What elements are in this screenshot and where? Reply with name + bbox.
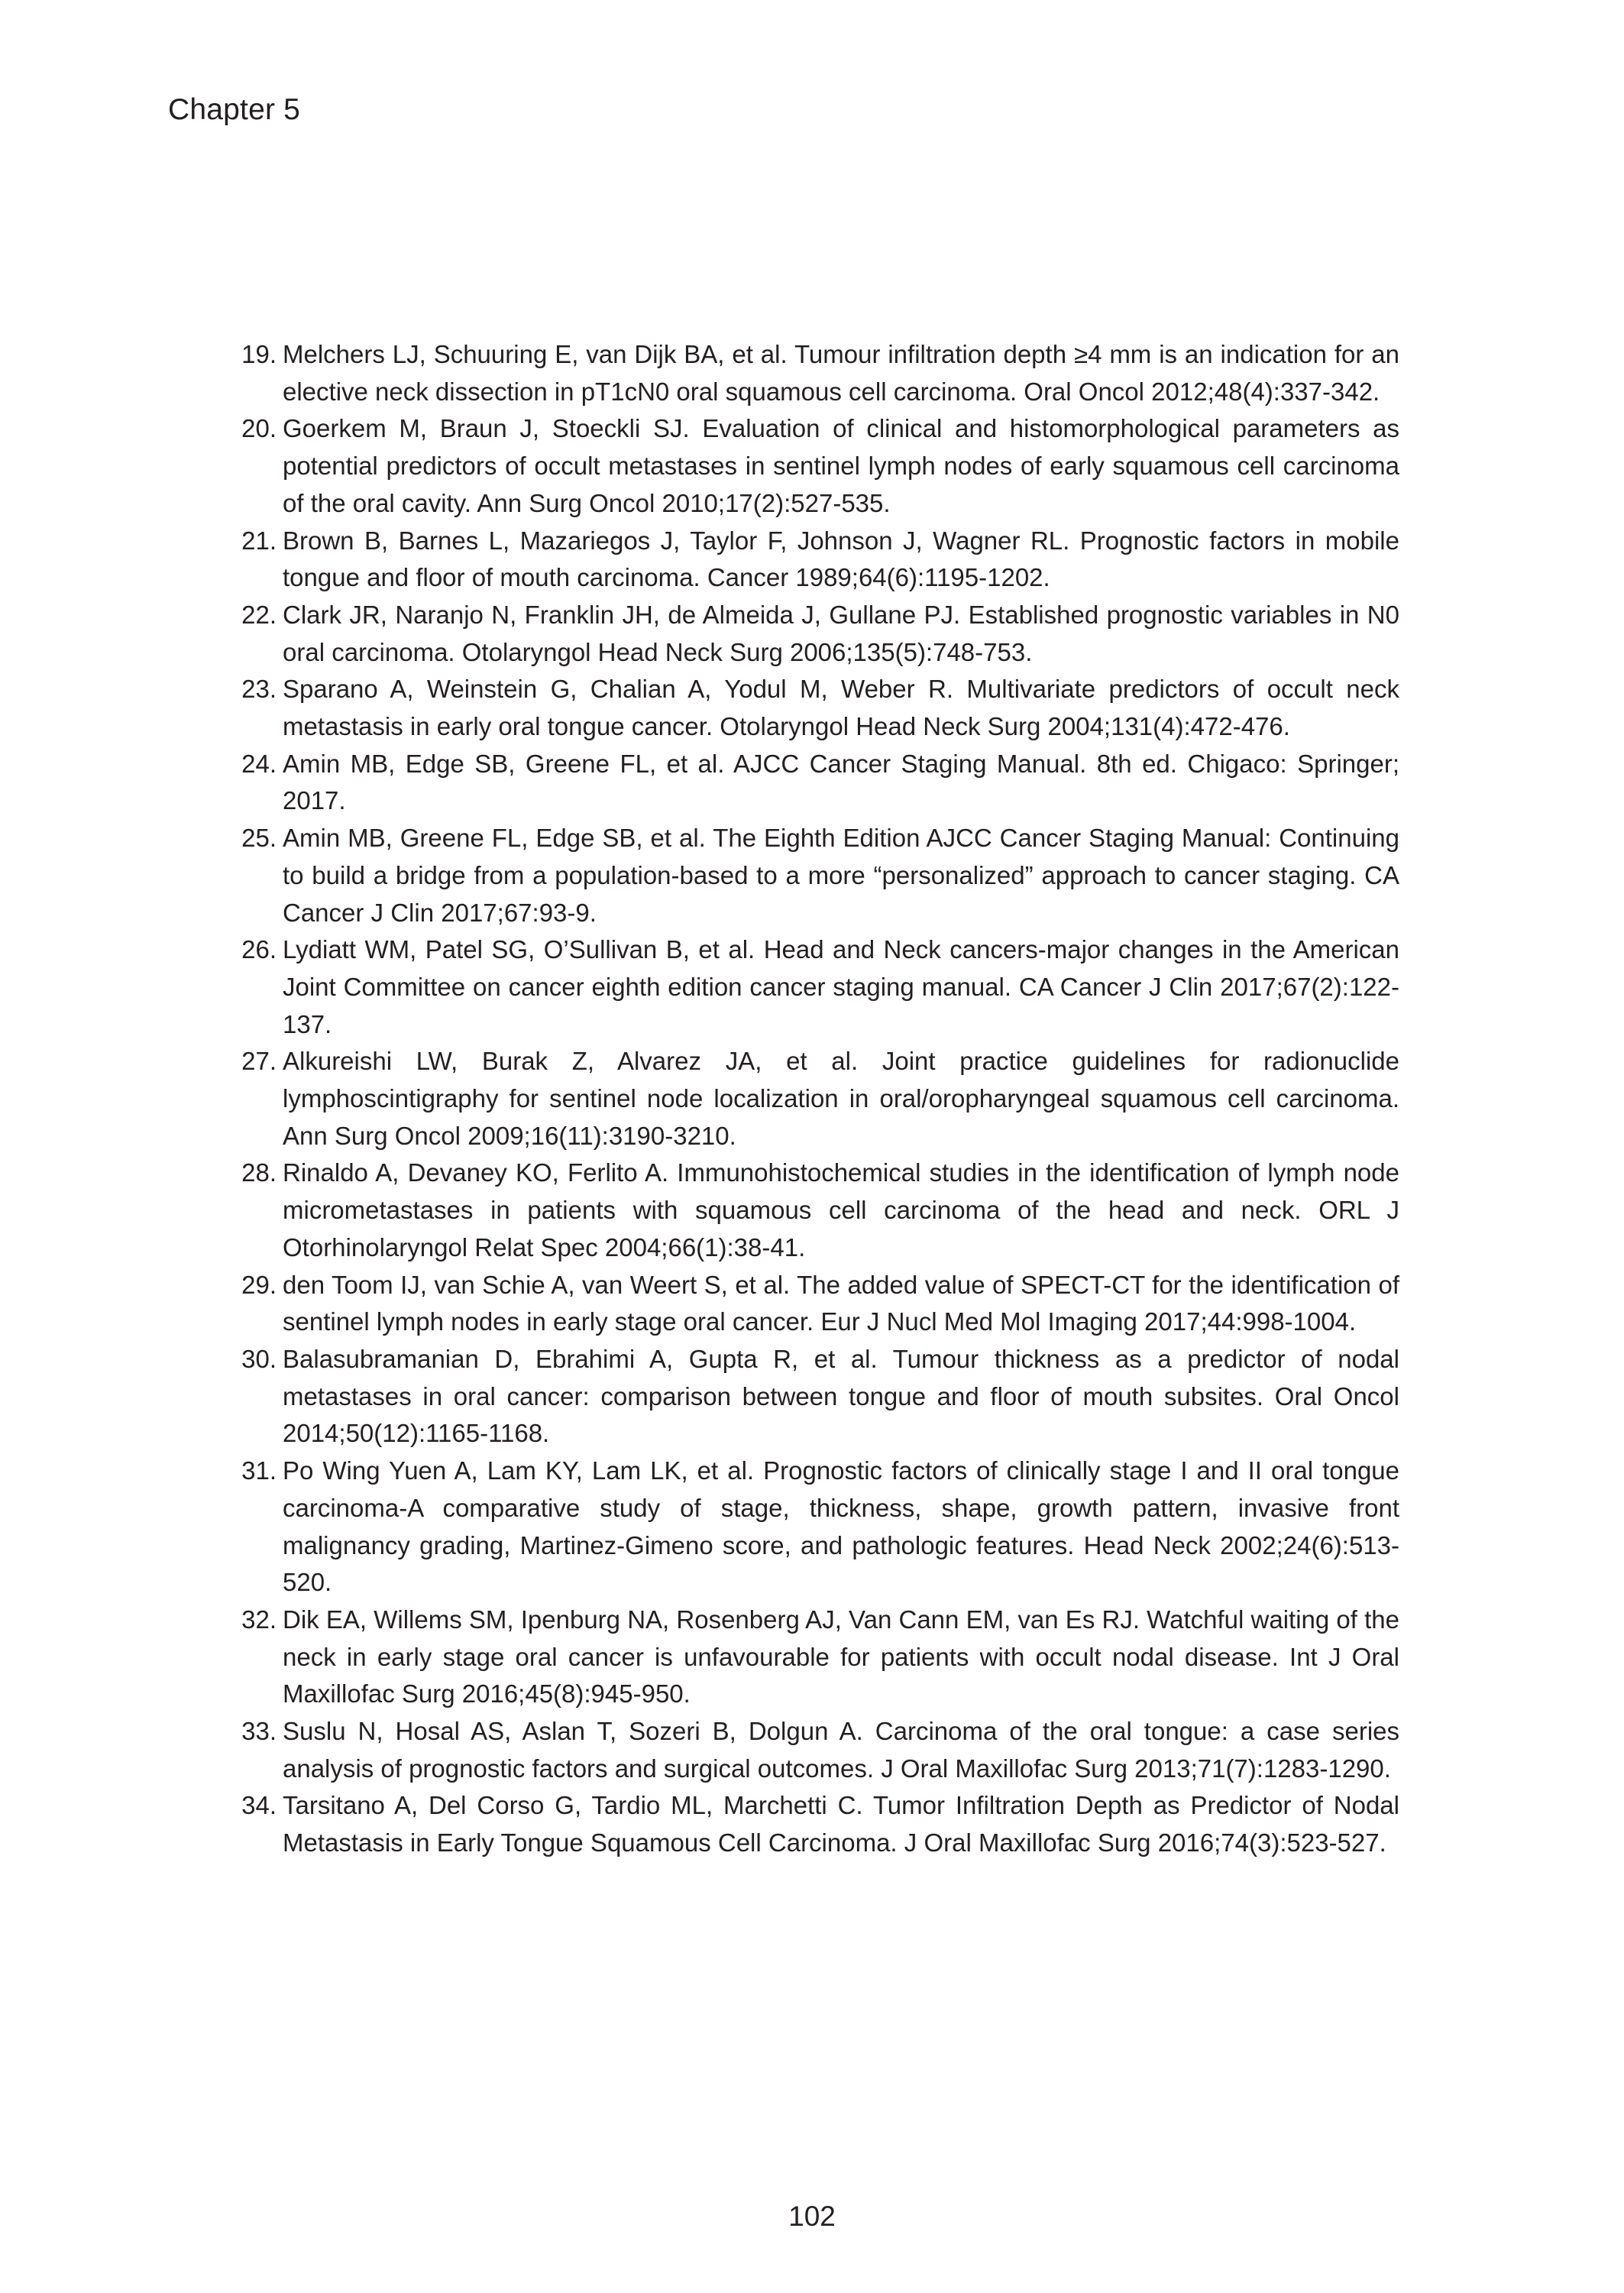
reference-item (229, 1341, 1399, 1453)
reference-item (229, 746, 1399, 820)
reference-item (229, 1713, 1399, 1787)
reference-number: 21. (241, 526, 277, 555)
reference-number: 27. (241, 1047, 277, 1076)
running-header-chapter: Chapter 5 (168, 93, 301, 126)
reference-item (229, 671, 1399, 745)
reference-item (229, 336, 1399, 410)
reference-text: Amin MB, Greene FL, Edge SB, et al. The Eighth Edition AJCC Cancer Staging Manual: Continuing to build a bridge from a population-based to a more “personalized” approach to cancer staging. CA Cancer J Clin 2017;67:93-9. (283, 824, 1399, 927)
reference-text: Sparano A, Weinstein G, Chalian A, Yodul M, Weber R. Multivariate predictors of occult neck metastasis in early oral tongue cancer. Otolaryngol Head Neck Surg 2004;131(4):472-476. (283, 675, 1399, 741)
reference-item (229, 1043, 1399, 1155)
reference-item (229, 1602, 1399, 1713)
reference-text: Dik EA, Willems SM, Ipenburg NA, Rosenberg AJ, Van Cann EM, van Es RJ. Watchful waiting of the neck in early stage oral cancer is unfavourable for patients with occult nodal disease. Int J Oral Maxillofac Surg 2016;45(8):945-950. (283, 1605, 1399, 1708)
reference-text: Amin MB, Edge SB, Greene FL, et al. AJCC Cancer Staging Manual. 8th ed. Chigaco: Springer; 2017. (283, 749, 1399, 815)
reference-item (229, 1453, 1399, 1602)
reference-text: Alkureishi LW, Burak Z, Alvarez JA, et al. Joint practice guidelines for radionuclide lymphoscintigraphy for sentinel node localization in oral/oropharyngeal squamous cell carcinoma. Ann Surg Oncol 2009;16(11):3190-3210. (283, 1047, 1399, 1150)
page-number: 102 (788, 2201, 836, 2232)
reference-text: Clark JR, Naranjo N, Franklin JH, de Almeida J, Gullane PJ. Established prognostic variables in N0 oral carcinoma. Otolaryngol Head Neck Surg 2006;135(5):748-753. (283, 600, 1399, 666)
reference-number: 28. (241, 1158, 277, 1187)
reference-text: Balasubramanian D, Ebrahimi A, Gupta R, et al. Tumour thickness as a predictor of nodal metastases in oral cancer: comparison between tongue and floor of mouth subsites. Oral Oncol 2014;50(12):1165-1168. (283, 1344, 1399, 1448)
reference-number: 33. (241, 1717, 277, 1746)
reference-number: 26. (241, 935, 277, 964)
reference-number: 31. (241, 1456, 277, 1485)
reference-number: 24. (241, 749, 277, 778)
reference-item (229, 523, 1399, 597)
reference-text: Po Wing Yuen A, Lam KY, Lam LK, et al. Prognostic factors of clinically stage I and II oral tongue carcinoma-A comparative study of stage, thickness, shape, growth pattern, invasive front malignancy grading, Martinez-Gimeno score, and pathologic features. Head Neck 2002;24(6):513-520. (283, 1456, 1399, 1597)
reference-number: 32. (241, 1605, 277, 1634)
reference-number: 22. (241, 600, 277, 629)
reference-text: Tarsitano A, Del Corso G, Tardio ML, Marchetti C. Tumor Infiltration Depth as Predictor of Nodal Metastasis in Early Tongue Squamous Cell Carcinoma. J Oral Maxillofac Surg 2016;74(3):523-527. (283, 1791, 1399, 1857)
reference-item (229, 1155, 1399, 1266)
reference-number: 25. (241, 824, 277, 853)
reference-text: Goerkem M, Braun J, Stoeckli SJ. Evaluation of clinical and histomorphological parameters as potential predictors of occult metastases in sentinel lymph nodes of early squamous cell carcinoma of the oral cavity. Ann Surg Oncol 2010;17(2):527-535. (283, 414, 1399, 517)
reference-text: Suslu N, Hosal AS, Aslan T, Sozeri B, Dolgun A. Carcinoma of the oral tongue: a case series analysis of prognostic factors and surgical outcomes. J Oral Maxillofac Surg 2013;71(7):1283-1290. (283, 1717, 1399, 1783)
reference-item (229, 820, 1399, 931)
reference-item (229, 931, 1399, 1043)
reference-text: den Toom IJ, van Schie A, van Weert S, et al. The added value of SPECT-CT for the identification of sentinel lymph nodes in early stage oral cancer. Eur J Nucl Med Mol Imaging 2017;44:998-1004. (283, 1270, 1399, 1336)
reference-text: Brown B, Barnes L, Mazariegos J, Taylor F, Johnson J, Wagner RL. Prognostic factors in mobile tongue and floor of mouth carcinoma. Cancer 1989;64(6):1195-1202. (283, 526, 1399, 592)
reference-list (229, 336, 1399, 1862)
reference-item (229, 410, 1399, 522)
reference-item (229, 1267, 1399, 1341)
reference-number: 29. (241, 1270, 277, 1299)
reference-number: 23. (241, 675, 277, 704)
reference-text: Melchers LJ, Schuuring E, van Dijk BA, et al. Tumour infiltration depth ≥4 mm is an indication for an elective neck dissection in pT1cN0 oral squamous cell carcinoma. Oral Oncol 2012;48(4):337-342. (283, 340, 1399, 406)
reference-number: 19. (241, 340, 277, 368)
reference-item (229, 1787, 1399, 1861)
reference-text: Rinaldo A, Devaney KO, Ferlito A. Immunohistochemical studies in the identification of lymph node micrometastases in patients with squamous cell carcinoma of the head and neck. ORL J Otorhinolaryngol Relat Spec 2004;66(1):38-41. (283, 1158, 1399, 1261)
reference-text: Lydiatt WM, Patel SG, O’Sullivan B, et al. Head and Neck cancers-major changes in the American Joint Committee on cancer eighth edition cancer staging manual. CA Cancer J Clin 2017;67(2):122-137. (283, 935, 1399, 1038)
reference-item (229, 597, 1399, 671)
reference-number: 30. (241, 1344, 277, 1373)
reference-number: 34. (241, 1791, 277, 1820)
reference-number: 20. (241, 414, 277, 443)
